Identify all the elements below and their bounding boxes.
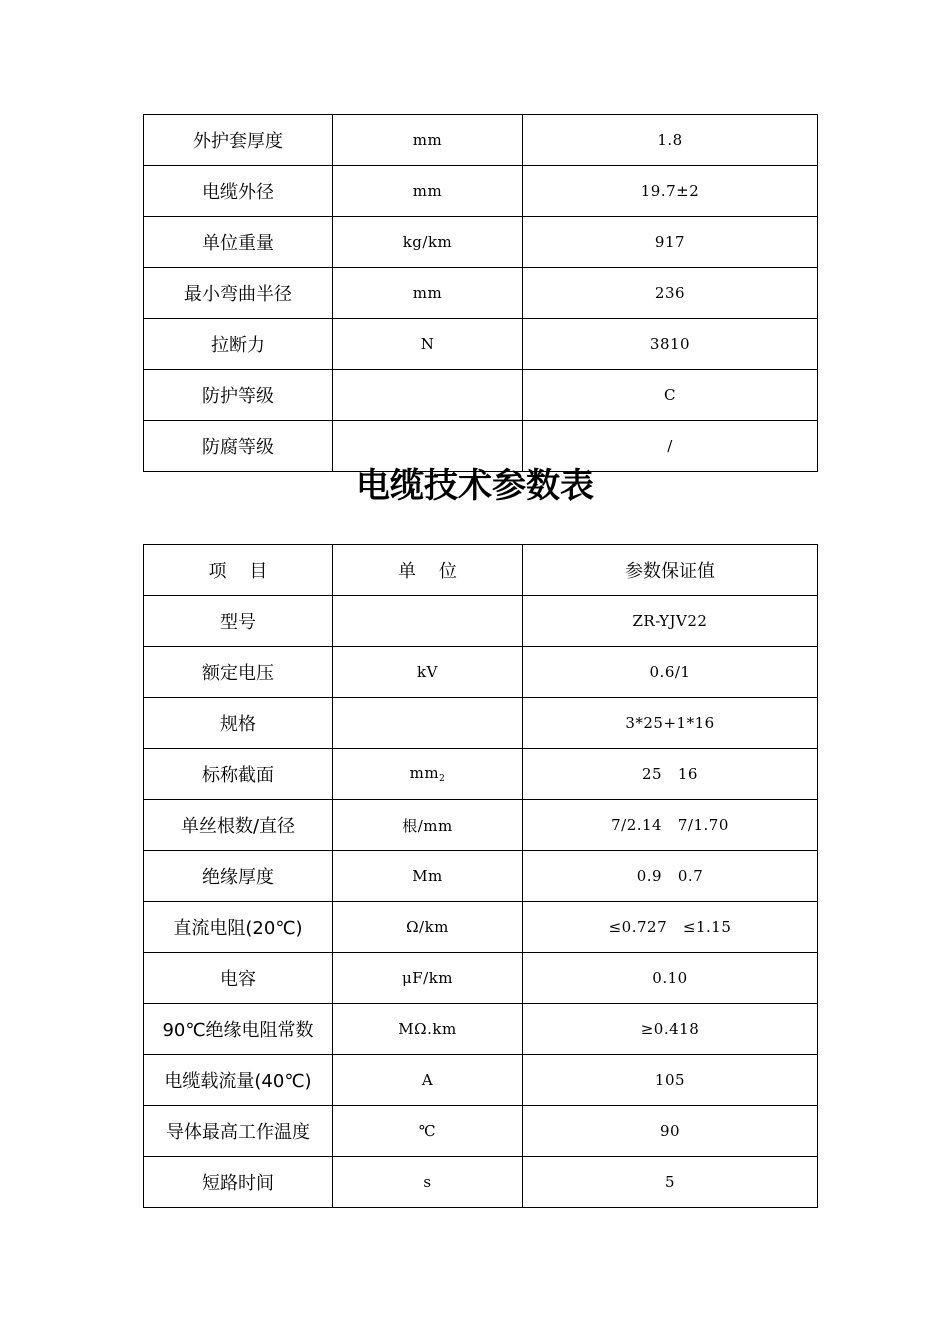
row-value: 7/2.14 7/1.70 bbox=[523, 800, 818, 851]
row-item: 电容 bbox=[144, 953, 333, 1004]
row-item: 标称截面 bbox=[144, 749, 333, 800]
row-value: 5 bbox=[523, 1157, 818, 1208]
row-item: 短路时间 bbox=[144, 1157, 333, 1208]
row-value: 105 bbox=[523, 1055, 818, 1106]
row-unit bbox=[333, 698, 523, 749]
row-item: 规格 bbox=[144, 698, 333, 749]
row-unit: mm bbox=[333, 166, 523, 217]
unit-text: mm bbox=[409, 764, 440, 782]
row-unit bbox=[333, 749, 523, 800]
row-value: 25 16 bbox=[523, 749, 818, 800]
table-row bbox=[144, 370, 818, 421]
table-row bbox=[144, 851, 818, 902]
table-row bbox=[144, 953, 818, 1004]
cable-spec-table-continued bbox=[143, 114, 818, 472]
table-row bbox=[144, 647, 818, 698]
row-item: 电缆外径 bbox=[144, 166, 333, 217]
row-unit: 根/mm bbox=[333, 800, 523, 851]
table-row bbox=[144, 268, 818, 319]
row-item: 最小弯曲半径 bbox=[144, 268, 333, 319]
row-item: 外护套厚度 bbox=[144, 115, 333, 166]
row-value: ZR-YJV22 bbox=[523, 596, 818, 647]
unit-subscript: 2 bbox=[439, 774, 446, 784]
cable-spec-table bbox=[143, 544, 818, 1208]
table-row bbox=[144, 800, 818, 851]
row-value: 19.7±2 bbox=[523, 166, 818, 217]
row-item: 型号 bbox=[144, 596, 333, 647]
row-unit: N bbox=[333, 319, 523, 370]
row-unit: A bbox=[333, 1055, 523, 1106]
table-row bbox=[144, 749, 818, 800]
table-row bbox=[144, 1055, 818, 1106]
row-unit: ℃ bbox=[333, 1106, 523, 1157]
row-value: 1.8 bbox=[523, 115, 818, 166]
row-item: 防护等级 bbox=[144, 370, 333, 421]
row-unit: Mm bbox=[333, 851, 523, 902]
row-value: 3*25+1*16 bbox=[523, 698, 818, 749]
header-item: 项 目 bbox=[144, 545, 333, 596]
row-item: 90℃绝缘电阻常数 bbox=[144, 1004, 333, 1055]
row-value: 917 bbox=[523, 217, 818, 268]
table-row bbox=[144, 596, 818, 647]
row-unit: MΩ.km bbox=[333, 1004, 523, 1055]
row-item: 单位重量 bbox=[144, 217, 333, 268]
table-row bbox=[144, 902, 818, 953]
row-unit bbox=[333, 596, 523, 647]
row-item: 导体最高工作温度 bbox=[144, 1106, 333, 1157]
row-value: / bbox=[523, 421, 818, 472]
row-unit: μF/km bbox=[333, 953, 523, 1004]
table-row bbox=[144, 1106, 818, 1157]
row-unit: kV bbox=[333, 647, 523, 698]
table-row bbox=[144, 115, 818, 166]
row-unit: s bbox=[333, 1157, 523, 1208]
row-unit: mm bbox=[333, 268, 523, 319]
row-item: 防腐等级 bbox=[144, 421, 333, 472]
row-unit: Ω/km bbox=[333, 902, 523, 953]
header-unit: 单 位 bbox=[333, 545, 523, 596]
row-item: 单丝根数/直径 bbox=[144, 800, 333, 851]
page-title: 电缆技术参数表 bbox=[356, 466, 594, 506]
row-unit: mm bbox=[333, 115, 523, 166]
row-value: 0.9 0.7 bbox=[523, 851, 818, 902]
table-row bbox=[144, 1004, 818, 1055]
row-item: 电缆载流量(40℃) bbox=[144, 1055, 333, 1106]
row-item: 直流电阻(20℃) bbox=[144, 902, 333, 953]
row-unit: kg/km bbox=[333, 217, 523, 268]
table-row bbox=[144, 698, 818, 749]
row-value: C bbox=[523, 370, 818, 421]
row-value: 0.6/1 bbox=[523, 647, 818, 698]
row-value: 3810 bbox=[523, 319, 818, 370]
row-item: 拉断力 bbox=[144, 319, 333, 370]
table-row bbox=[144, 1157, 818, 1208]
header-value: 参数保证值 bbox=[523, 545, 818, 596]
row-item: 额定电压 bbox=[144, 647, 333, 698]
row-value: ≤0.727 ≤1.15 bbox=[523, 902, 818, 953]
row-value: ≥0.418 bbox=[523, 1004, 818, 1055]
row-item: 绝缘厚度 bbox=[144, 851, 333, 902]
row-unit bbox=[333, 370, 523, 421]
table-row bbox=[144, 217, 818, 268]
row-value: 236 bbox=[523, 268, 818, 319]
table-header-row bbox=[144, 545, 818, 596]
table-row bbox=[144, 319, 818, 370]
row-value: 0.10 bbox=[523, 953, 818, 1004]
row-value: 90 bbox=[523, 1106, 818, 1157]
table-row bbox=[144, 166, 818, 217]
